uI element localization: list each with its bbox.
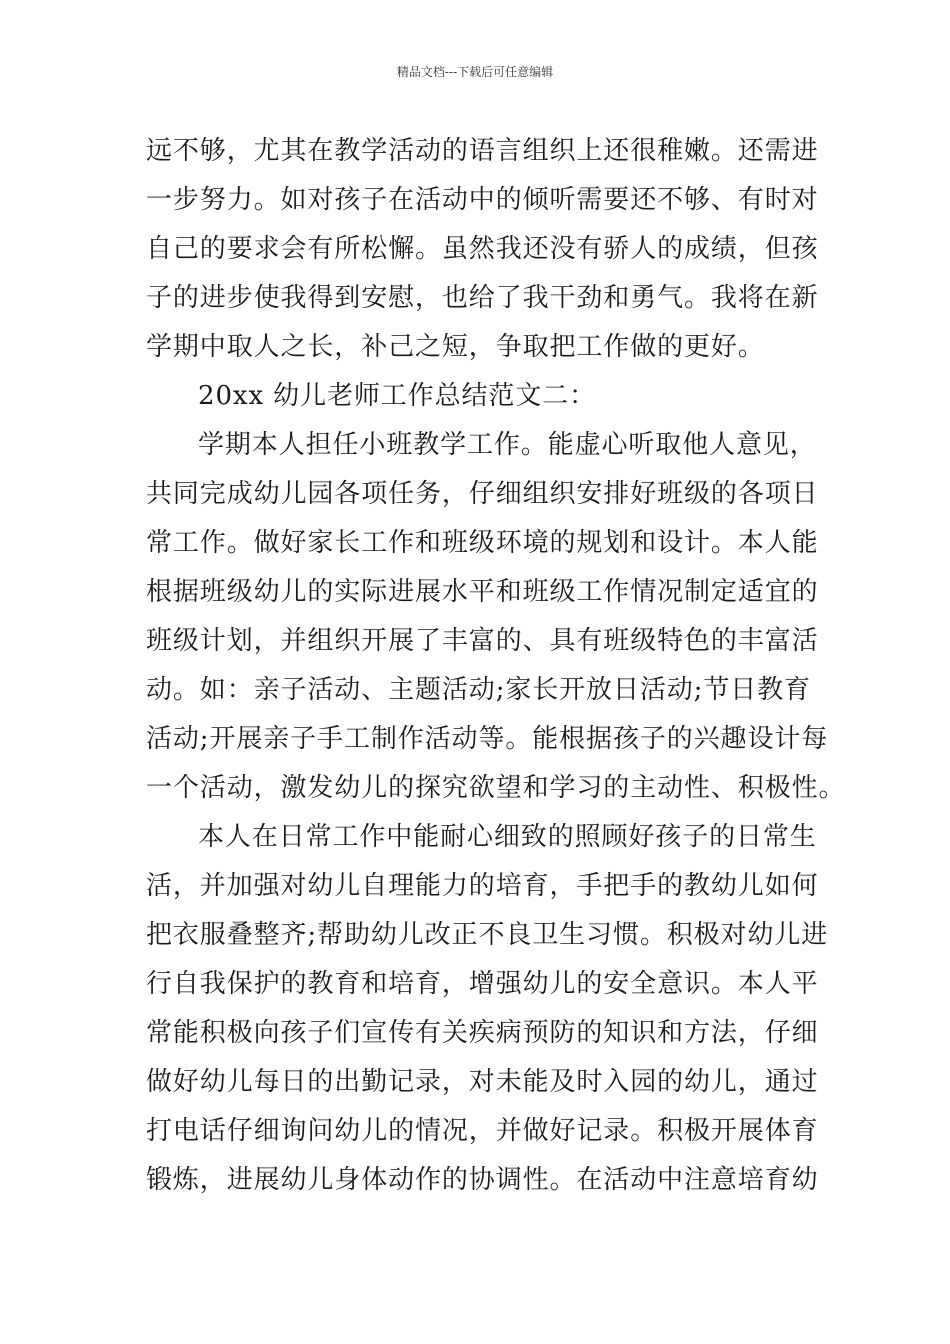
text-line: 本人在日常工作中能耐心细致的照顾好孩子的日常生: [198, 822, 817, 852]
text-line: 活，并加强对幼儿自理能力的培育，手把手的教幼儿如何: [146, 871, 819, 901]
text-line: 做好幼儿每日的出勤记录，对未能及时入园的幼儿，通过: [146, 1067, 819, 1097]
text-line: 共同完成幼儿园各项任务，仔细组织安排好班级的各项日: [146, 479, 819, 509]
text-line: 常工作。做好家长工作和班级环境的规划和设计。本人能: [146, 528, 819, 558]
text-line: 远不够，尤其在教学活动的语言组织上还很稚嫩。还需进: [146, 136, 819, 166]
text-line: 自己的要求会有所松懈。虽然我还没有骄人的成绩，但孩: [146, 234, 819, 264]
section-heading: [146, 372, 808, 421]
paragraph-3: [146, 813, 829, 1205]
paragraph-2: [146, 421, 846, 813]
text-line: 班级计划，并组织开展了丰富的、具有班级特色的丰富活: [146, 626, 819, 656]
page-header: 精品文档---下载后可任意编辑: [396, 65, 554, 79]
text-line: 常能积极向孩子们宣传有关疾病预防的知识和方法，仔细: [146, 1018, 819, 1048]
text-line: 学期中取人之长，补己之短，争取把工作做的更好。: [146, 332, 765, 362]
text-line: 一步努力。如对孩子在活动中的倾听需要还不够、有时对: [146, 185, 819, 215]
text-line: 根据班级幼儿的实际进展水平和班级工作情况制定适宜的: [146, 577, 819, 607]
text-line: 动。如：亲子活动、主题活动;家长开放日活动;节日教育: [146, 675, 811, 705]
document-body: [146, 127, 846, 1205]
text-line: 学期本人担任小班教学工作。能虚心听取他人意见，: [198, 430, 817, 460]
text-line: 活动;开展亲子手工制作活动等。能根据孩子的兴趣设计每: [146, 724, 829, 754]
paragraph-1: [146, 127, 819, 372]
text-line: 子的进步使我得到安慰，也给了我干劲和勇气。我将在新: [146, 283, 819, 313]
section-title: 20xx 幼儿老师工作总结范文二：: [198, 381, 596, 411]
text-line: 一个活动，激发幼儿的探究欲望和学习的主动性、积极性。: [146, 773, 846, 803]
text-line: 打电话仔细询问幼儿的情况，并做好记录。积极开展体育: [146, 1116, 819, 1146]
text-line: 行自我保护的教育和培育，增强幼儿的安全意识。本人平: [146, 969, 819, 999]
text-line: 锻炼，进展幼儿身体动作的协调性。在活动中注意培育幼: [146, 1165, 819, 1195]
text-line: 把衣服叠整齐;帮助幼儿改正不良卫生习惯。积极对幼儿进: [146, 920, 829, 950]
